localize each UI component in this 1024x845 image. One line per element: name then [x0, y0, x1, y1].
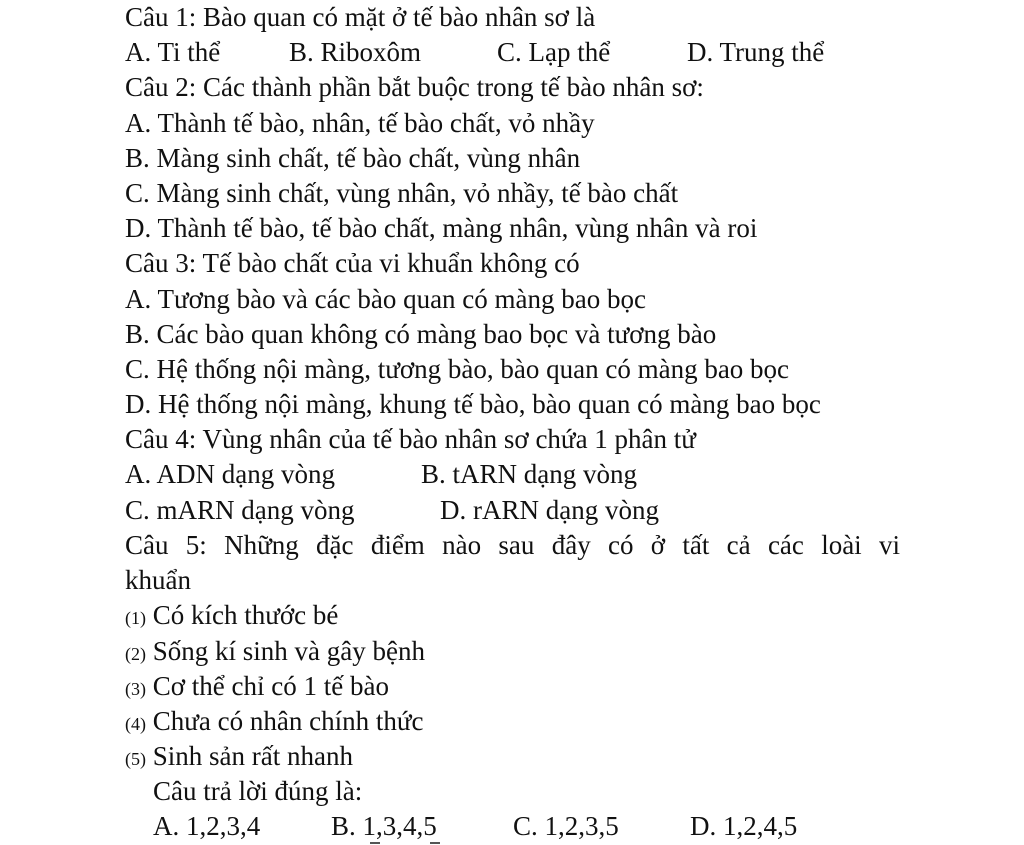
q5-item-2 [125, 635, 425, 670]
q5-option-a: A. 1,2,3,4 [153, 811, 261, 841]
q5-item-5 [125, 740, 353, 775]
q4-option-b: B. tARN dạng vòng [421, 459, 637, 489]
q5-item-number: (5) [125, 749, 146, 769]
q3-option-a: A. Tương bào và các bào quan có màng bao bọc [125, 284, 646, 314]
cropped-mark [370, 842, 380, 844]
q5-item-number: (2) [125, 644, 146, 664]
q2-option-c: C. Màng sinh chất, vùng nhân, vỏ nhầy, tế bào chất [125, 178, 679, 208]
q5-answer-prompt: Câu trả lời đúng là: [153, 776, 363, 806]
q5-item-4 [125, 705, 423, 740]
q4-option-c: C. mARN dạng vòng [125, 495, 355, 525]
q5-item-text: Sống kí sinh và gây bệnh [152, 636, 425, 666]
q5-item-1 [125, 599, 338, 634]
q3-stem: Câu 3: Tế bào chất của vi khuẩn không có [125, 248, 580, 278]
q5-item-number: (1) [125, 608, 146, 628]
q5-item-number: (4) [125, 714, 146, 734]
q5-item-text: Cơ thể chỉ có 1 tế bào [152, 671, 389, 701]
q5-item-text: Chưa có nhân chính thức [152, 706, 424, 736]
q5-item-text: Có kích thước bé [152, 600, 339, 630]
q5-option-b: B. 1,3,4,5 [331, 811, 437, 841]
q2-option-d: D. Thành tế bào, tế bào chất, màng nhân, vùng nhân và roi [125, 213, 758, 243]
q3-option-b: B. Các bào quan không có màng bao bọc và tương bào [125, 319, 717, 349]
q5-option-d: D. 1,2,4,5 [690, 811, 798, 841]
q2-option-b: B. Màng sinh chất, tế bào chất, vùng nhân [125, 143, 581, 173]
q4-stem: Câu 4: Vùng nhân của tế bào nhân sơ chứa 1 phân tử [125, 424, 696, 454]
q5-option-c: C. 1,2,3,5 [513, 811, 619, 841]
q3-option-d: D. Hệ thống nội màng, khung tế bào, bào quan có màng bao bọc [125, 389, 821, 419]
q1-option-d: D. Trung thể [687, 37, 825, 67]
q1-option-c: C. Lạp thể [497, 37, 611, 67]
cropped-mark [430, 842, 440, 844]
q1-option-b: B. Riboxôm [289, 37, 422, 67]
q2-option-a: A. Thành tế bào, nhân, tế bào chất, vỏ nhầy [125, 108, 595, 138]
q5-stem-line2: khuẩn [125, 565, 191, 595]
q1-option-a: A. Ti thể [125, 37, 221, 67]
q4-option-a: A. ADN dạng vòng [125, 459, 335, 489]
q3-option-c: C. Hệ thống nội màng, tương bào, bào quan có màng bao bọc [125, 354, 790, 384]
q4-option-d: D. rARN dạng vòng [440, 495, 659, 525]
q5-item-text: Sinh sản rất nhanh [152, 741, 353, 771]
q2-stem: Câu 2: Các thành phần bắt buộc trong tế bào nhân sơ: [125, 72, 704, 102]
q5-item-number: (3) [125, 679, 146, 699]
q1-stem: Câu 1: Bào quan có mặt ở tế bào nhân sơ là [125, 2, 596, 32]
q5-stem-line1: Câu 5: Những đặc điểm nào sau đây có ở tất cả các loài vi [125, 530, 900, 560]
q5-item-3 [125, 670, 389, 705]
